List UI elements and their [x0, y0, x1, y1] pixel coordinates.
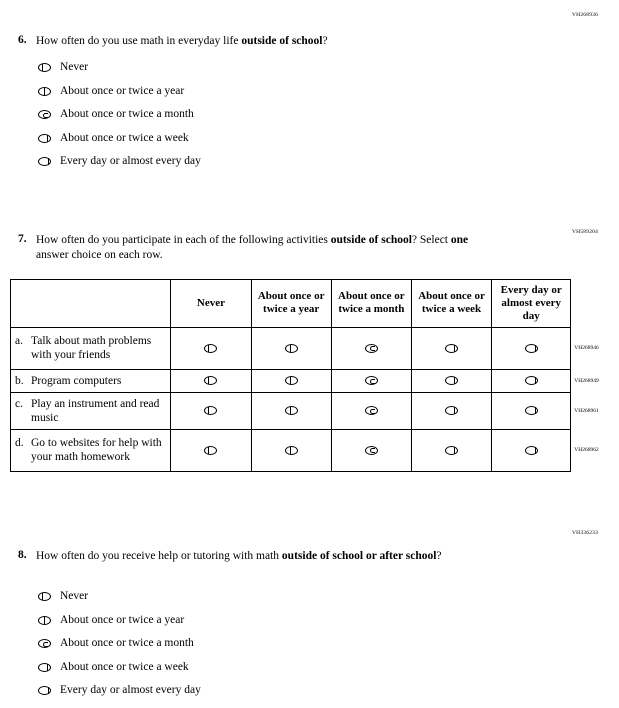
vh-code-row-b: VH268949: [574, 377, 599, 384]
radio-bubble-icon[interactable]: [38, 616, 51, 625]
grid-cell-c-week[interactable]: [411, 392, 491, 429]
table-row: [11, 327, 615, 369]
grid-cell-a-never[interactable]: [171, 327, 251, 369]
option-q6-never[interactable]: [38, 56, 201, 80]
grid-cell-b-never[interactable]: [171, 369, 251, 392]
option-q8-once-twice-year[interactable]: [38, 609, 201, 633]
grid-header-never: Never: [171, 280, 251, 328]
grid-cell-a-every-day[interactable]: [492, 327, 571, 369]
radio-bubble-icon[interactable]: [38, 663, 51, 672]
option-label: Never: [60, 590, 89, 602]
grid-cell-a-month[interactable]: [331, 327, 411, 369]
option-q6-once-twice-week[interactable]: [38, 127, 201, 151]
radio-bubble-icon[interactable]: [365, 446, 378, 455]
question-7-text-bold-1: outside of school: [330, 234, 412, 246]
question-6-options: [38, 56, 201, 174]
radio-bubble-icon[interactable]: [38, 639, 51, 648]
radio-bubble-icon[interactable]: [525, 406, 538, 415]
option-label: About once or twice a week: [60, 660, 189, 673]
radio-bubble-icon[interactable]: [525, 446, 538, 455]
grid-cell-a-year[interactable]: [251, 327, 331, 369]
grid-cell-b-month[interactable]: [331, 369, 411, 392]
grid-row-text: Go to websites for help with your math homework: [31, 437, 162, 464]
grid-row-letter: a.: [15, 335, 23, 348]
question-6-number: 6.: [18, 34, 27, 46]
grid-row-letter: c.: [15, 397, 23, 410]
grid-row-stem-d: [11, 429, 171, 471]
option-label: Every day or almost every day: [60, 684, 201, 696]
option-label: About once or twice a month: [60, 637, 194, 649]
question-6-text: [36, 34, 328, 49]
grid-header-week: About once or twice a week: [411, 280, 491, 328]
grid-header-month: About once or twice a month: [331, 280, 411, 328]
radio-bubble-icon[interactable]: [445, 446, 458, 455]
option-label: About once or twice a week: [60, 131, 189, 144]
grid-cell-c-never[interactable]: [171, 392, 251, 429]
question-6: [18, 34, 578, 49]
radio-bubble-icon[interactable]: [204, 376, 217, 385]
question-8-text: [36, 549, 442, 564]
grid-row-text: Talk about math problems with your friends: [31, 335, 152, 362]
question-7-text-part-3: ? Select: [411, 234, 451, 246]
radio-bubble-icon[interactable]: [204, 446, 217, 455]
table-row: [11, 392, 615, 429]
grid-cell-b-year[interactable]: [251, 369, 331, 392]
vh-code-q6: VH268936: [572, 12, 599, 18]
table-row: [11, 369, 615, 392]
vh-code-q7: VH589204: [572, 229, 599, 235]
grid-row-stem-b: [11, 369, 171, 392]
radio-bubble-icon[interactable]: [38, 87, 51, 96]
question-7-text-part-1: How often do you participate in each of the following activities: [36, 234, 331, 246]
option-label: About once or twice a year: [60, 613, 185, 626]
grid-row-stem-c: [11, 392, 171, 429]
grid-cell-d-month[interactable]: [331, 429, 411, 471]
question-8: [18, 549, 508, 564]
option-label: About once or twice a year: [60, 84, 185, 97]
radio-bubble-icon[interactable]: [38, 592, 51, 601]
question-8-number: 8.: [18, 549, 27, 561]
option-q6-once-twice-year[interactable]: [38, 80, 201, 104]
grid-cell-d-week[interactable]: [411, 429, 491, 471]
question-6-text-part-1: How often do you use math in everyday life: [36, 35, 242, 47]
grid-cell-c-every-day[interactable]: [492, 392, 571, 429]
vh-code-row-d: VH268962: [574, 447, 599, 454]
radio-bubble-icon[interactable]: [38, 686, 51, 695]
grid-row-text: Play an instrument and read music: [31, 397, 160, 424]
vh-code-row-a: VH268946: [574, 345, 599, 352]
question-6-text-part-3: ?: [322, 35, 328, 47]
radio-bubble-icon[interactable]: [204, 344, 217, 353]
table-row: [11, 429, 615, 471]
radio-bubble-icon[interactable]: [525, 344, 538, 353]
option-q8-once-twice-week[interactable]: [38, 656, 201, 680]
radio-bubble-icon[interactable]: [365, 406, 378, 415]
option-label: Every day or almost every day: [60, 155, 201, 167]
radio-bubble-icon[interactable]: [365, 376, 378, 385]
grid-header-row: [11, 280, 615, 328]
grid-cell-b-week[interactable]: [411, 369, 491, 392]
grid-row-stem-a: [11, 327, 171, 369]
option-label: About once or twice a month: [60, 108, 194, 120]
question-7-text-part-5: answer choice on each row.: [36, 248, 163, 261]
radio-bubble-icon[interactable]: [285, 376, 298, 385]
radio-bubble-icon[interactable]: [525, 376, 538, 385]
option-label: Never: [60, 61, 89, 73]
grid-cell-a-week[interactable]: [411, 327, 491, 369]
option-q6-once-twice-month[interactable]: [38, 103, 201, 127]
question-8-options: [38, 585, 201, 703]
radio-bubble-icon[interactable]: [365, 344, 378, 353]
grid-row-letter: d.: [15, 437, 24, 450]
grid-row-text: Program computers: [31, 374, 122, 387]
grid-header-every-day: Every day or almost every day: [492, 280, 571, 328]
question-7-text-bold-2: one: [450, 234, 469, 246]
grid-row-letter: b.: [15, 374, 24, 387]
grid-cell-d-year[interactable]: [251, 429, 331, 471]
option-q8-once-twice-month[interactable]: [38, 632, 201, 656]
question-6-text-bold: outside of school: [241, 35, 323, 47]
question-8-text-part-1: How often do you receive help or tutoring with math: [36, 550, 282, 562]
question-8-text-part-3: ?: [436, 550, 442, 562]
grid-cell-d-every-day[interactable]: [492, 429, 571, 471]
grid-cell-d-never[interactable]: [171, 429, 251, 471]
option-q8-every-day[interactable]: [38, 679, 201, 703]
question-7-grid: [10, 279, 615, 472]
option-q6-every-day[interactable]: [38, 150, 201, 174]
grid-cell-b-every-day[interactable]: [492, 369, 571, 392]
grid-header-codecol: [571, 280, 615, 328]
grid-cell-c-month[interactable]: [331, 392, 411, 429]
vh-code-row-c: VH268961: [574, 407, 599, 414]
radio-bubble-icon[interactable]: [285, 406, 298, 415]
radio-bubble-icon[interactable]: [38, 63, 51, 72]
question-7-number: 7.: [18, 233, 27, 245]
question-7: [18, 233, 488, 262]
radio-bubble-icon[interactable]: [445, 406, 458, 415]
radio-bubble-icon[interactable]: [285, 344, 298, 353]
vh-code-q8: VH336233: [572, 530, 599, 536]
question-7-text: [36, 233, 488, 262]
radio-bubble-icon[interactable]: [38, 134, 51, 143]
radio-bubble-icon[interactable]: [38, 110, 51, 119]
option-q8-never[interactable]: [38, 585, 201, 609]
radio-bubble-icon[interactable]: [445, 376, 458, 385]
grid-cell-c-year[interactable]: [251, 392, 331, 429]
grid-header-year: About once or twice a year: [251, 280, 331, 328]
question-8-text-bold: outside of school or after school: [281, 550, 437, 562]
grid-header-blank: [11, 280, 171, 328]
radio-bubble-icon[interactable]: [285, 446, 298, 455]
radio-bubble-icon[interactable]: [38, 157, 51, 166]
radio-bubble-icon[interactable]: [204, 406, 217, 415]
radio-bubble-icon[interactable]: [445, 344, 458, 353]
